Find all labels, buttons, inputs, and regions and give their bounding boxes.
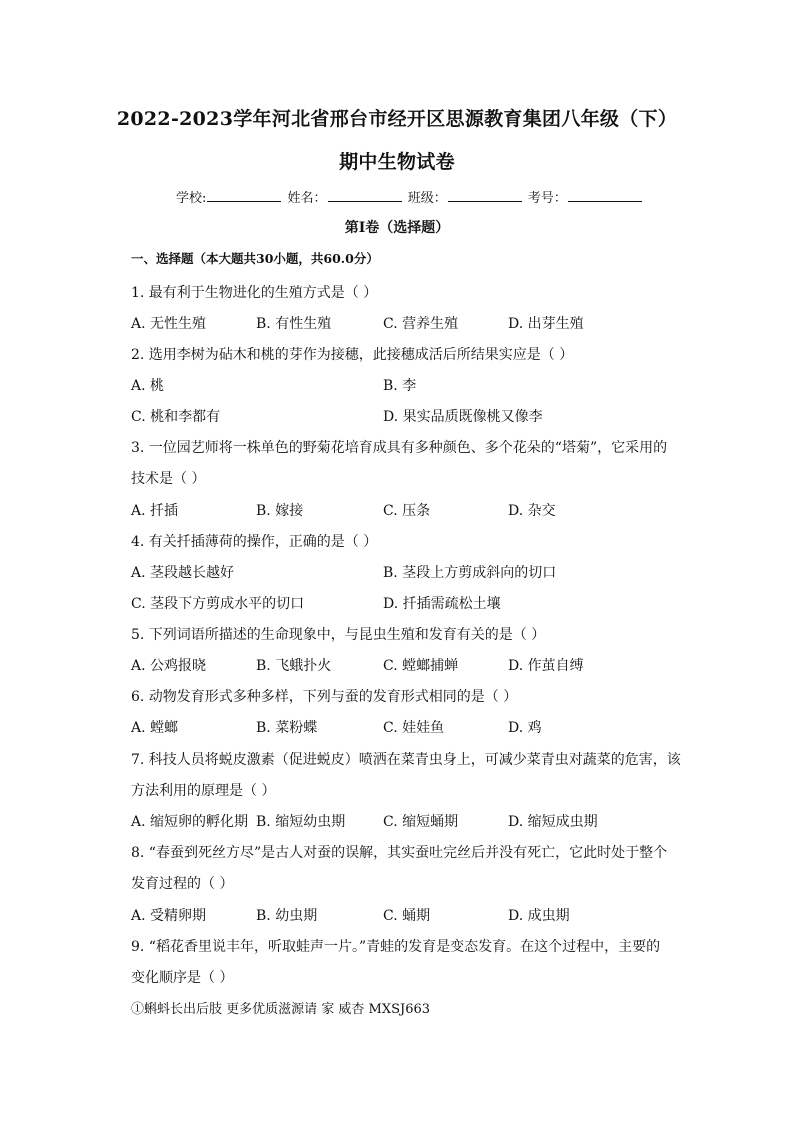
q5-option-b: B. 飞蛾扑火 (256, 658, 332, 674)
q2-option-d: D. 果实品质既像桃又像李 (383, 409, 543, 425)
question-8-stem: 8. “春蚕到死丝方尽”是古人对蚕的误解，其实蚕吐完丝后并没有死亡，它此时处于整个 (131, 845, 668, 861)
q5-option-c: C. 螳螂捕蝉 (383, 658, 459, 674)
q3-option-c: C. 压条 (383, 503, 431, 519)
name-blank[interactable] (328, 189, 402, 202)
question-4-stem: 4. 有关扦插薄荷的操作，正确的是（ ） (131, 534, 378, 550)
q3-option-b: B. 嫁接 (256, 503, 304, 519)
question-8-stem-cont: 发育过程的（ ） (131, 876, 234, 892)
question-3-stem-cont: 技术是（ ） (131, 471, 206, 487)
school-label: 学校: (176, 191, 207, 206)
section-heading: 一、选择题（本大题共30小题，共60.0分） (131, 251, 379, 266)
q7-option-d: D. 缩短成虫期 (508, 814, 598, 830)
question-9-stem-cont: 变化顺序是（ ） (131, 970, 234, 986)
school-blank[interactable] (207, 189, 281, 202)
q6-option-a: A. 螳螂 (131, 720, 179, 736)
question-6-stem: 6. 动物发育形式多种多样，下列与蚕的发育形式相同的是（ ） (131, 689, 518, 705)
student-info-row (176, 187, 644, 206)
question-3-stem: 3. 一位园艺师将一株单色的野菊花培育成具有多种颜色、多个花朵的“塔菊”，它采用的 (131, 440, 668, 456)
q7-option-b: B. 缩短幼虫期 (256, 814, 346, 830)
exam-number-label: 考号： (527, 191, 567, 206)
q1-option-b: B. 有性生殖 (256, 316, 332, 332)
question-7-stem-cont: 方法利用的原理是（ ） (131, 783, 276, 799)
question-9-stem: 9. “稻花香里说丰年，听取蛙声一片。”青蛙的发育是变态发育。在这个过程中，主要的 (131, 939, 661, 955)
class-label: 班级： (407, 191, 447, 206)
q1-option-a: A. 无性生殖 (131, 316, 207, 332)
q8-option-b: B. 幼虫期 (256, 908, 318, 924)
q3-option-d: D. 杂交 (508, 503, 556, 519)
exam-number-blank[interactable] (568, 189, 642, 202)
q6-option-c: C. 娃娃鱼 (383, 720, 445, 736)
question-1-stem: 1. 最有利于生物进化的生殖方式是（ ） (131, 285, 378, 301)
q2-option-c: C. 桃和李都有 (131, 409, 221, 425)
name-label: 姓名： (287, 191, 327, 206)
q4-option-c: C. 茎段下方剪成水平的切口 (131, 596, 305, 612)
class-blank[interactable] (448, 189, 522, 202)
q8-option-a: A. 受精卵期 (131, 908, 207, 924)
exam-title-line2: 期中生物试卷 (339, 151, 455, 173)
q8-option-c: C. 蛹期 (383, 908, 431, 924)
q2-option-a: A. 桃 (131, 378, 165, 394)
q1-option-c: C. 营养生殖 (383, 316, 459, 332)
q4-option-d: D. 扦插需疏松土壤 (383, 596, 501, 612)
q5-option-a: A. 公鸡报晓 (131, 658, 207, 674)
question-2-stem: 2. 选用李树为砧木和桃的芽作为接穗，此接穗成活后所结果实应是（ ） (131, 347, 574, 363)
q7-option-a: A. 缩短卵的孵化期 (131, 814, 249, 830)
q4-option-b: B. 茎段上方剪成斜向的切口 (383, 565, 557, 581)
question-9-sequence-line: ①蝌蚪长出后肢 更多优质滋源请 家 威杏 MXSJ663 (131, 1002, 431, 1017)
q6-option-d: D. 鸡 (508, 720, 542, 736)
q4-option-a: A. 茎段越长越好 (131, 565, 235, 581)
q6-option-b: B. 菜粉蝶 (256, 720, 318, 736)
q1-option-d: D. 出芽生殖 (508, 316, 584, 332)
q2-option-b: B. 李 (383, 378, 417, 394)
q8-option-d: D. 成虫期 (508, 908, 570, 924)
volume-heading: 第I卷（选择题） (344, 220, 450, 236)
question-5-stem: 5. 下列词语所描述的生命现象中，与昆虫生殖和发育有关的是（ ） (131, 627, 546, 643)
q5-option-d: D. 作茧自缚 (508, 658, 584, 674)
q7-option-c: C. 缩短蛹期 (383, 814, 459, 830)
question-7-stem: 7. 科技人员将蜕皮激素（促进蜕皮）喷洒在菜青虫身上，可减少菜青虫对蔬菜的危害，该 (131, 752, 681, 768)
q3-option-a: A. 扦插 (131, 503, 179, 519)
exam-title-line1: 2022-2023学年河北省邢台市经开区思源教育集团八年级（下） (116, 108, 678, 130)
